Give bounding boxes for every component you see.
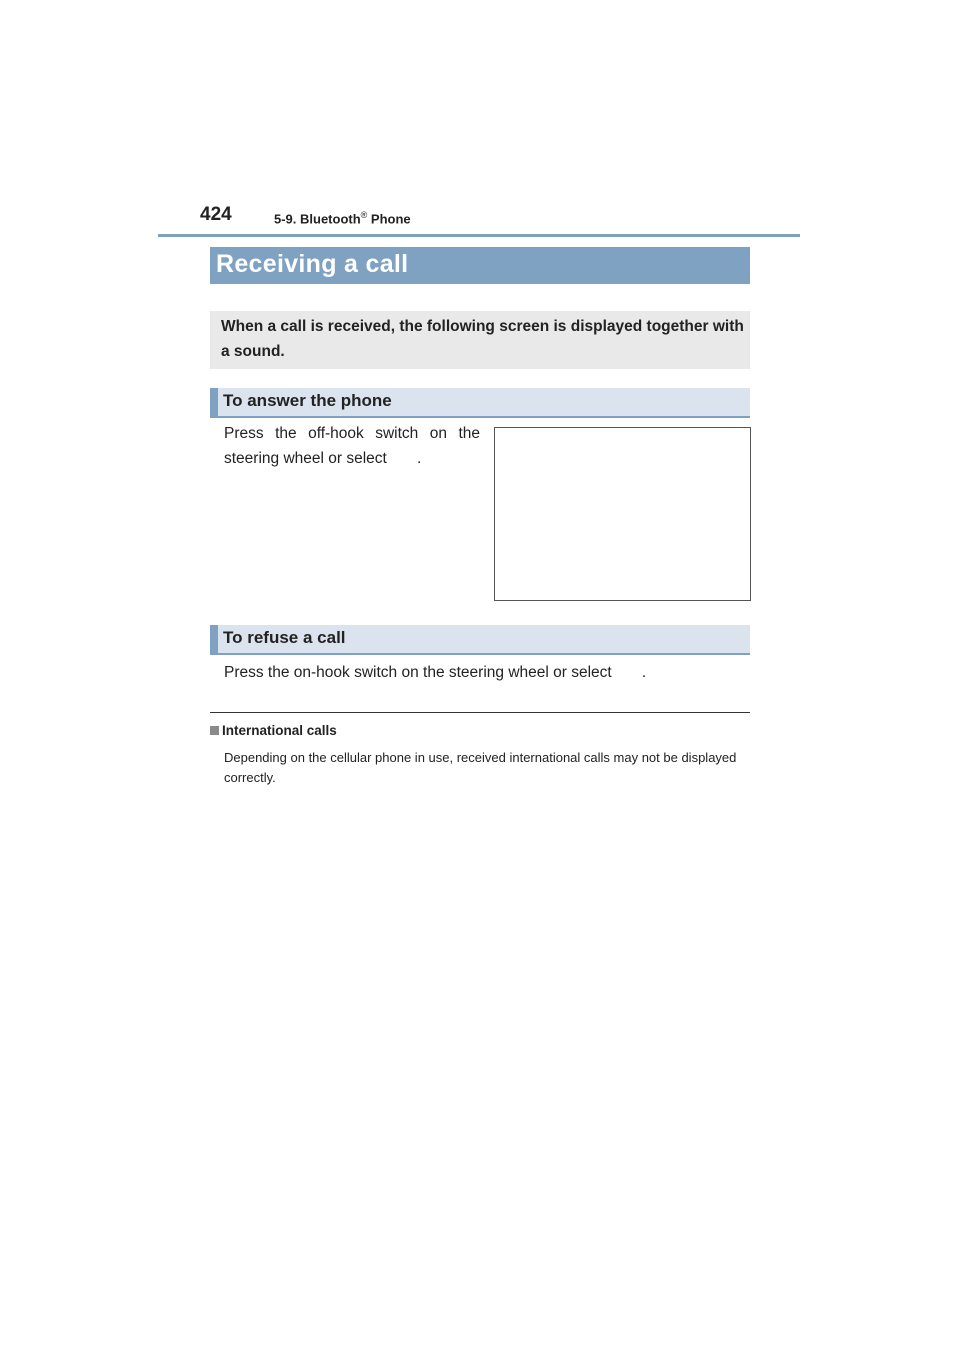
chapter-title [274,210,411,226]
section-title: Receiving a call [216,250,409,278]
answer-heading: To answer the phone [223,391,392,410]
answer-heading-bar [210,388,750,418]
chapter-suffix: Phone [367,211,411,227]
registered-mark: ® [360,210,368,220]
refuse-heading: To refuse a call [223,628,346,647]
refuse-instructions: Press the on-hook switch on the steering wheel or select . [224,664,647,681]
page-number: 424 [200,204,232,225]
note-text: Depending on the cellular phone in use, received international calls may not be displayed correctly. [224,750,737,785]
chapter-name: 5-9. Bluetooth [274,211,361,227]
page-header [158,202,800,237]
square-bullet-icon [210,726,219,735]
note-divider [210,712,750,713]
answer-instructions: Press the off-hook switch on the steering wheel or select . [224,425,480,467]
note-heading-text: International calls [222,723,337,738]
section-title-bar [210,247,750,284]
refuse-heading-bar [210,625,750,655]
incoming-call-screen-figure [494,427,751,601]
intro-text: When a call is received, the following screen is displayed together with a sound. [221,318,744,360]
note-heading [210,723,337,738]
intro-box [210,311,750,369]
